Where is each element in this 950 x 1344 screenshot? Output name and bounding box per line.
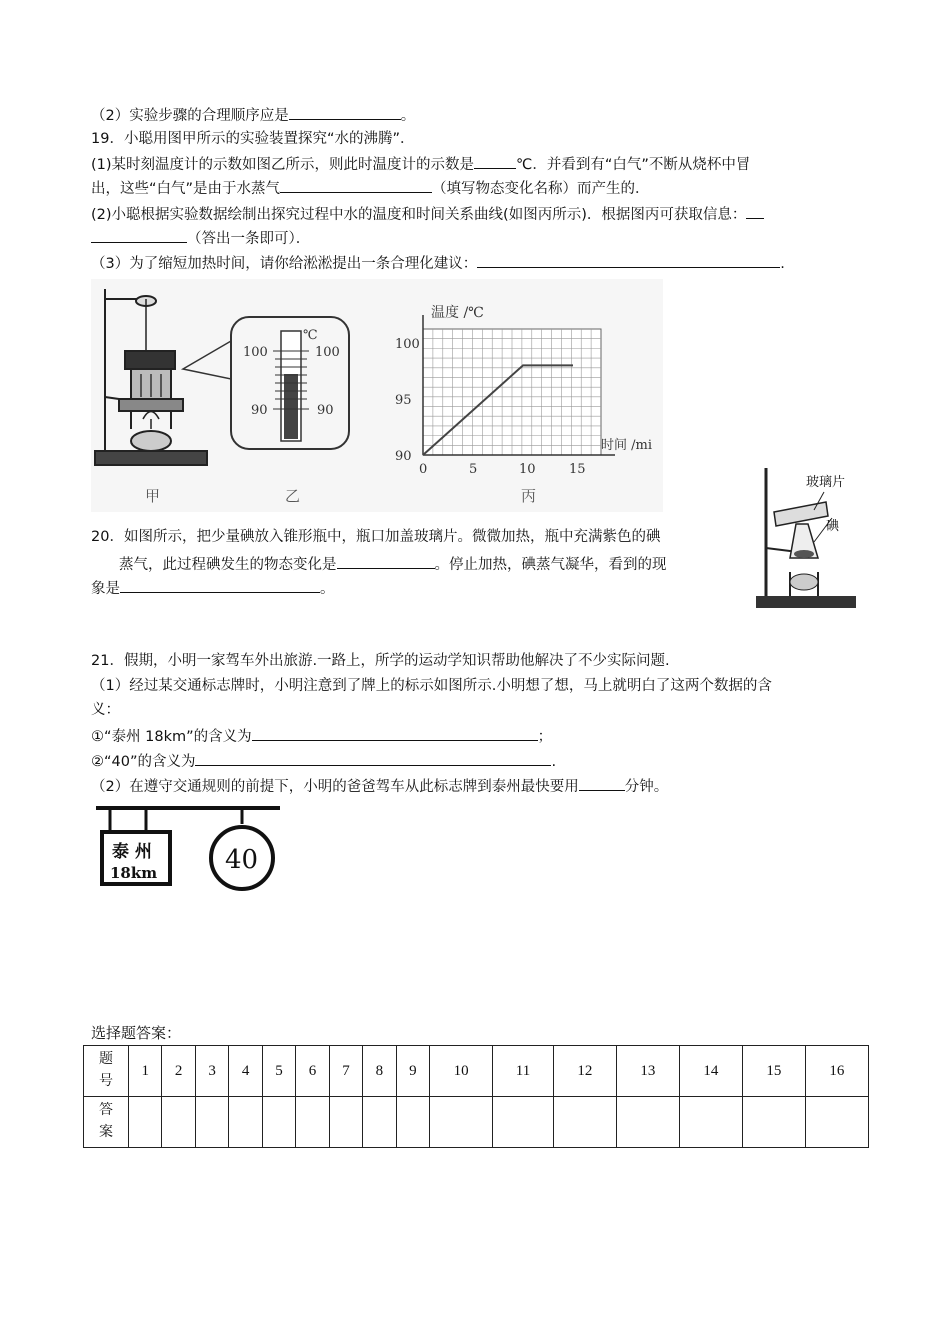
number-cell: 6 xyxy=(296,1046,329,1097)
number-cell: 15 xyxy=(742,1046,805,1097)
number-cell: 11 xyxy=(493,1046,554,1097)
q19-part3: （3）为了缩短加热时间，请你给淞淞提出一条合理化建议： . xyxy=(91,252,785,274)
label-bing: 丙 xyxy=(521,487,537,505)
y-tick-label: 100 xyxy=(395,337,420,352)
answer-cell[interactable] xyxy=(396,1097,429,1148)
speed-limit-value: 40 xyxy=(225,845,259,875)
x-tick-label: 5 xyxy=(469,462,478,477)
number-cell: 12 xyxy=(553,1046,616,1097)
number-cell: 13 xyxy=(616,1046,679,1097)
label-yi: 乙 xyxy=(285,487,301,505)
answer-cell[interactable] xyxy=(296,1097,329,1148)
header-question-number: 题 号 xyxy=(84,1046,129,1097)
answer-blank[interactable] xyxy=(252,725,538,741)
number-cell: 9 xyxy=(396,1046,429,1097)
x-tick-label: 15 xyxy=(569,462,586,477)
y-tick-label: 95 xyxy=(395,393,412,408)
traffic-sign-figure xyxy=(96,804,286,900)
answer-table-title: 选择题答案： xyxy=(91,1024,182,1042)
thermo-90-right: 90 xyxy=(317,403,334,418)
header-answer: 答 案 xyxy=(84,1097,129,1148)
number-cell: 7 xyxy=(329,1046,362,1097)
answer-blank[interactable] xyxy=(746,203,764,219)
number-cell: 8 xyxy=(363,1046,396,1097)
answer-cell[interactable] xyxy=(553,1097,616,1148)
q21-sub2: ②“40”的含义为 . xyxy=(91,750,556,772)
thermo-100-left: 100 xyxy=(243,345,268,360)
answer-cell[interactable] xyxy=(616,1097,679,1148)
answer-cell[interactable] xyxy=(195,1097,228,1148)
thermo-unit: ℃ xyxy=(303,328,318,343)
y-tick-label: 90 xyxy=(395,449,412,464)
answer-blank[interactable] xyxy=(474,153,516,169)
answer-blank[interactable] xyxy=(289,104,401,120)
label-glass: 玻璃片 xyxy=(806,475,846,490)
answer-blank[interactable] xyxy=(120,577,320,593)
thermometer-figure xyxy=(183,317,349,449)
answer-cell[interactable] xyxy=(129,1097,162,1148)
q21-part2: （2）在遵守交通规则的前提下，小明的爸爸驾车从此标志牌到泰州最快要用 分钟。 xyxy=(91,775,668,797)
answer-cell[interactable] xyxy=(363,1097,396,1148)
q21-part1: （1）经过某交通标志牌时，小明注意到了牌上的标示如图所示.小明想了想，马上就明白了这两个数据的含 xyxy=(91,678,772,694)
answer-table xyxy=(83,1045,869,1148)
q21-sub1: ①“泰州 18km”的含义为 ； xyxy=(91,725,552,747)
q19-part1-line2: 出，这些“白气”是由于水蒸气 （填写物态变化名称）而产生的． xyxy=(91,177,650,199)
figure-19 xyxy=(91,279,663,512)
sign-city: 泰 州 xyxy=(112,842,152,862)
answer-cell[interactable] xyxy=(162,1097,195,1148)
answer-blank[interactable] xyxy=(579,775,625,791)
q18-part2: （2）实验步骤的合理顺序应是 。 xyxy=(91,104,415,126)
q20-line1: 20．如图所示，把少量碘放入锥形瓶中，瓶口加盖玻璃片。微微加热，瓶中充满紫色的碘 xyxy=(91,529,661,545)
answer-cell[interactable] xyxy=(262,1097,295,1148)
number-cell: 10 xyxy=(430,1046,493,1097)
table-row-answers xyxy=(84,1097,869,1148)
answer-cell[interactable] xyxy=(742,1097,805,1148)
q20-line2: 蒸气，此过程碘发生的物态变化是 。停止加热，碘蒸气凝华，看到的现 xyxy=(119,553,667,575)
answer-cell[interactable] xyxy=(229,1097,262,1148)
x-tick-label: 0 xyxy=(419,462,428,477)
label-jia: 甲 xyxy=(145,487,161,505)
answer-blank[interactable] xyxy=(280,177,432,193)
thermo-100-right: 100 xyxy=(315,345,340,360)
thermo-90-left: 90 xyxy=(251,403,268,418)
answer-blank[interactable] xyxy=(91,227,187,243)
temperature-time-graph xyxy=(395,304,652,477)
q20-line3: 象是 。 xyxy=(91,577,335,599)
q19-part2-line2: （答出一条即可）． xyxy=(91,227,310,249)
answer-cell[interactable] xyxy=(430,1097,493,1148)
number-cell: 3 xyxy=(195,1046,228,1097)
number-cell: 5 xyxy=(262,1046,295,1097)
answer-blank[interactable] xyxy=(195,750,551,766)
answer-cell[interactable] xyxy=(679,1097,742,1148)
iodine-figure xyxy=(752,462,858,610)
graph-ylabel: 温度 /℃ xyxy=(431,305,484,321)
answer-cell[interactable] xyxy=(805,1097,868,1148)
number-cell: 16 xyxy=(805,1046,868,1097)
table-row-numbers xyxy=(84,1046,869,1097)
answer-blank[interactable] xyxy=(477,252,780,268)
number-cell: 4 xyxy=(229,1046,262,1097)
boiling-apparatus-figure xyxy=(95,289,207,465)
label-iodine: 碘 xyxy=(826,519,840,534)
answer-cell[interactable] xyxy=(329,1097,362,1148)
q19-part2-line1: (2)小聪根据实验数据绘制出探究过程中水的温度和时间关系曲线(如图丙所示)．根据图丙可获取信息： xyxy=(91,203,764,225)
q19-title: 19．小聪用图甲所示的实验装置探究“水的沸腾”． xyxy=(91,131,415,147)
sign-distance: 18km xyxy=(110,864,158,882)
x-tick-label: 10 xyxy=(519,462,536,477)
answer-blank[interactable] xyxy=(337,553,435,569)
number-cell: 2 xyxy=(162,1046,195,1097)
q21-title: 21．假期，小明一家驾车外出旅游.一路上，所学的运动学知识帮助他解决了不少实际问题. xyxy=(91,653,670,669)
q19-part1-line1: (1)某时刻温度计的示数如图乙所示，则此时温度计的示数是 ℃．并看到有“白气”不断从烧杯中冒 xyxy=(91,153,750,175)
q21-part1-cont: 义： xyxy=(91,702,120,718)
number-cell: 1 xyxy=(129,1046,162,1097)
number-cell: 14 xyxy=(679,1046,742,1097)
answer-cell[interactable] xyxy=(493,1097,554,1148)
graph-xlabel: 时间 /mi xyxy=(601,438,652,453)
